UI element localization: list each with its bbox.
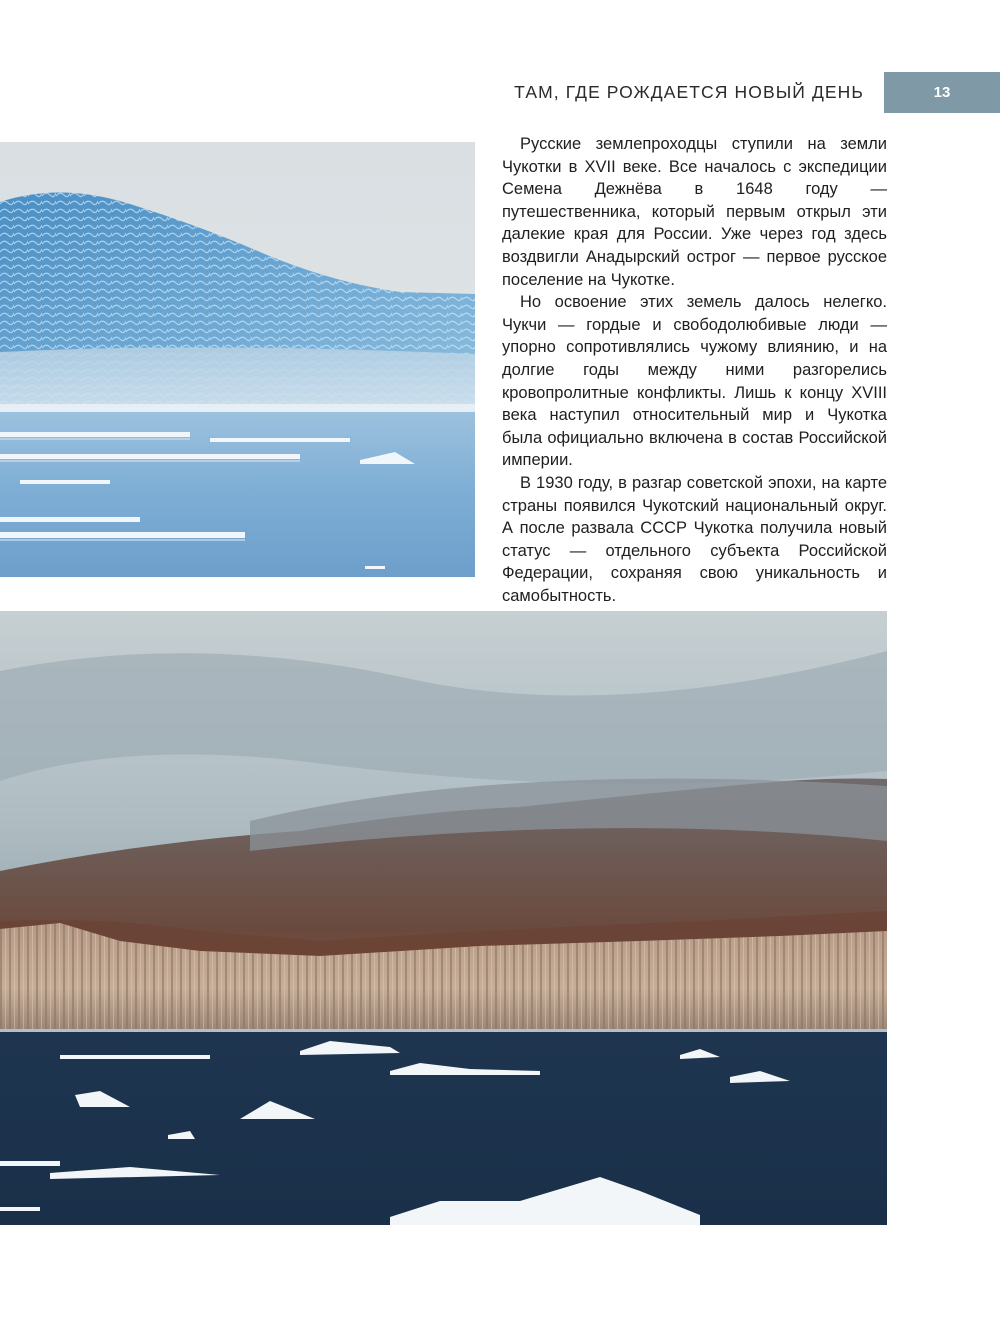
article-paragraph: В 1930 году, в разгар советской эпохи, на карте страны появился Чукотский национальный округ. А после развала СССР Чукотка получила новый статус — отдельного субъекта Российской Федерации, сохраняя свою уникальность и самобытность. [502,473,887,605]
glacier-ice-photo [0,142,475,577]
article-body [502,133,887,607]
article-paragraph: Но освоение этих земель далось нелегко. Чукчи — гордые и свободолюбивые люди — упорно сопротивлялись чужому влиянию, и на долгие годы между ними разгорелись кровопролитные конфликты. Лишь к концу XVIII века наступил относительный мир и Чукотка была официально включена в состав Российской империи. [502,293,887,470]
article-paragraph: Русские землепроходцы ступили на земли Чукотки в XVII веке. Все началось с экспедиции Семена Дежнёва в 1648 году — путешественника, который первым открыл эти далекие края для России. Уже через год здесь воздвигли Анадырский острог — первое русское поселение на Чукотке. [502,135,887,289]
coastal-cliffs-photo [0,611,887,1225]
page-number-badge: 13 [884,72,1000,113]
running-header-title: ТАМ, ГДЕ РОЖДАЕТСЯ НОВЫЙ ДЕНЬ [514,82,864,102]
